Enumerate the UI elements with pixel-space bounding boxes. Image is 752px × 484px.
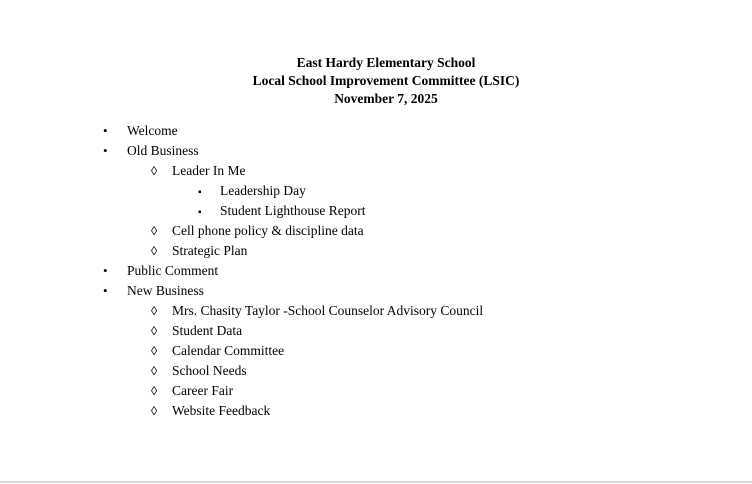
agenda-item-label: Old Business <box>127 143 199 158</box>
document-title-committee: Local School Improvement Committee (LSIC) <box>252 73 520 88</box>
agenda-item <box>0 381 752 401</box>
agenda-item-label: School Needs <box>172 363 247 378</box>
agenda-item-label: Leadership Day <box>220 183 306 198</box>
agenda-item <box>0 221 752 241</box>
diamond-bullet-icon: ◊ <box>151 304 158 318</box>
diamond-bullet-icon: ◊ <box>151 344 158 358</box>
agenda-item-label: Student Data <box>172 323 243 338</box>
agenda-item <box>0 301 752 321</box>
agenda-item <box>0 161 752 181</box>
document-title-school: East Hardy Elementary School <box>296 55 476 70</box>
agenda-list <box>0 121 752 421</box>
agenda-item <box>0 201 752 221</box>
agenda-item-label: Career Fair <box>172 383 234 398</box>
agenda-item-label: Student Lighthouse Report <box>220 203 366 218</box>
agenda-item <box>0 241 752 261</box>
agenda-item <box>0 341 752 361</box>
page-boundary-divider <box>0 481 752 483</box>
diamond-bullet-icon: ◊ <box>151 384 158 398</box>
agenda-item <box>0 181 752 201</box>
agenda-item <box>0 321 752 341</box>
agenda-item-label: Welcome <box>127 123 178 138</box>
agenda-item <box>0 261 752 281</box>
disc-bullet-icon: • <box>103 263 108 278</box>
agenda-item-label: Website Feedback <box>172 403 271 418</box>
agenda-item <box>0 141 752 161</box>
agenda-item <box>0 361 752 381</box>
agenda-item-label: Mrs. Chasity Taylor -School Counselor Advisory Council <box>172 303 484 318</box>
agenda-item <box>0 401 752 421</box>
agenda-item-label: Strategic Plan <box>172 243 248 258</box>
disc-bullet-icon: • <box>103 123 108 138</box>
agenda-item-label: Leader In Me <box>172 163 246 178</box>
document-title-block <box>20 54 752 108</box>
diamond-bullet-icon: ◊ <box>151 324 158 338</box>
agenda-item <box>0 281 752 301</box>
agenda-item-label: New Business <box>127 283 204 298</box>
agenda-item-label: Calendar Committee <box>172 343 285 358</box>
agenda-item-label: Public Comment <box>127 263 219 278</box>
disc-bullet-icon: • <box>103 283 108 298</box>
diamond-bullet-icon: ◊ <box>151 404 158 418</box>
agenda-item-label: Cell phone policy & discipline data <box>172 223 364 238</box>
diamond-bullet-icon: ◊ <box>151 364 158 378</box>
disc-bullet-icon: • <box>103 143 108 158</box>
document-title-date: November 7, 2025 <box>334 91 438 106</box>
diamond-bullet-icon: ◊ <box>151 224 158 238</box>
square-bullet-icon: ▪ <box>198 207 202 218</box>
diamond-bullet-icon: ◊ <box>151 244 158 258</box>
diamond-bullet-icon: ◊ <box>151 164 158 178</box>
square-bullet-icon: ▪ <box>198 187 202 198</box>
agenda-item <box>0 121 752 141</box>
